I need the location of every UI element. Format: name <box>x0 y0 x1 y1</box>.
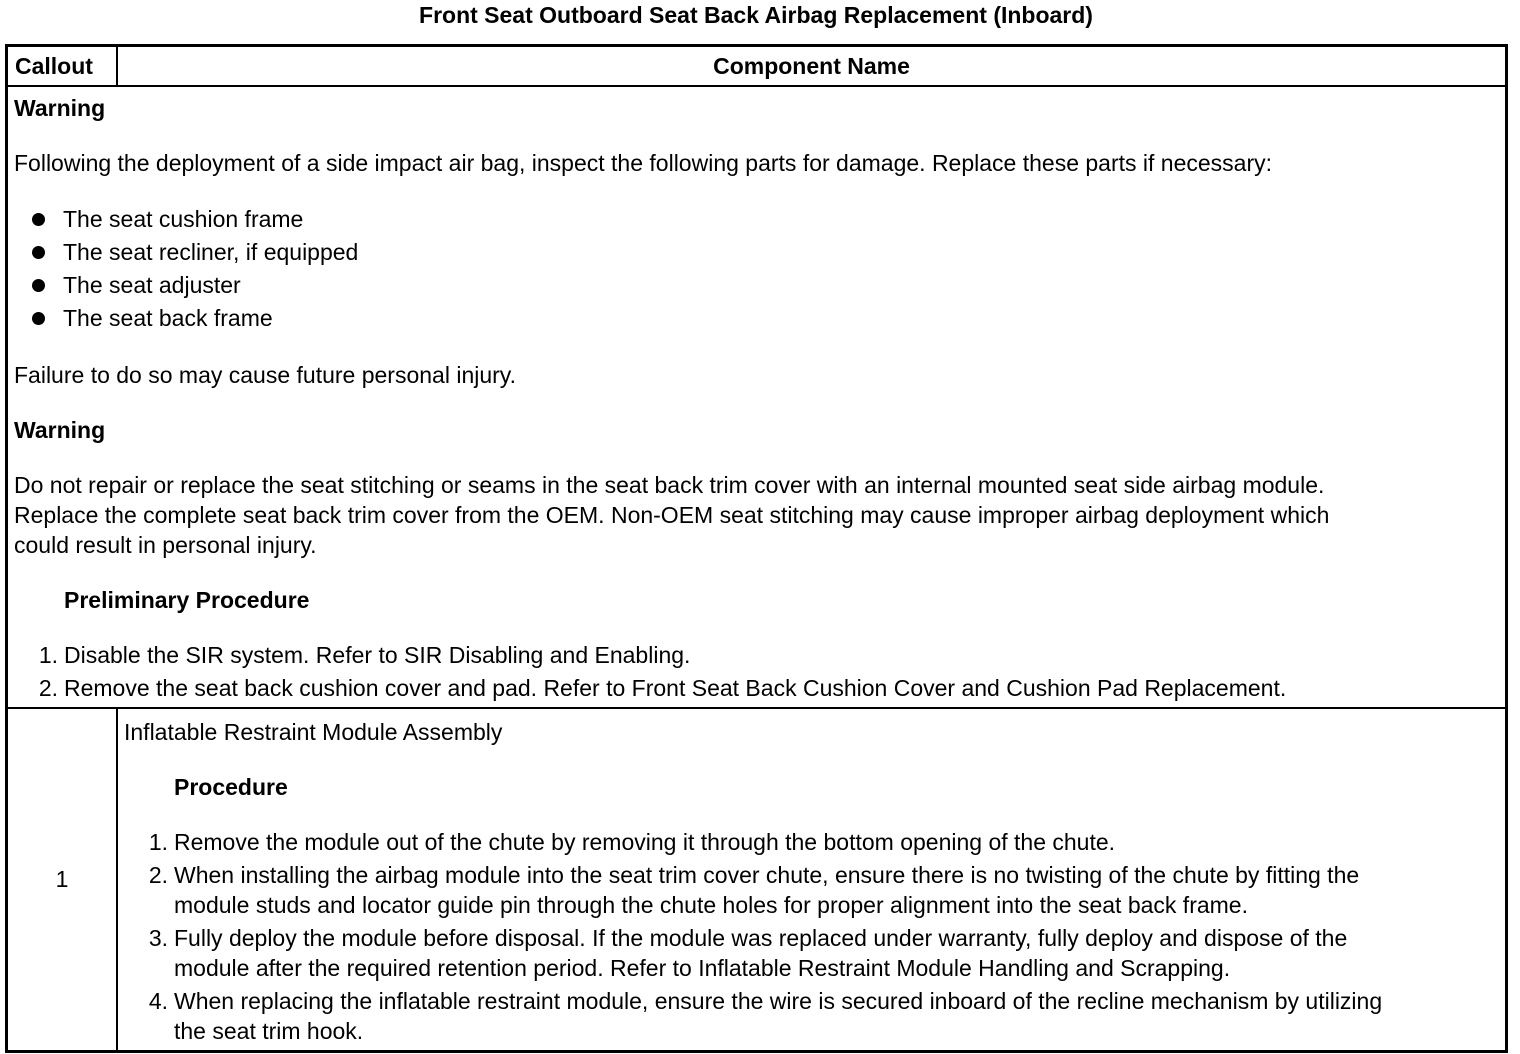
list-item: The seat adjuster <box>14 269 1505 302</box>
bullet-icon <box>32 246 45 259</box>
header-callout: Callout <box>7 46 118 87</box>
table-header-row <box>7 46 1507 87</box>
component-cell <box>117 708 1507 1052</box>
list-item: The seat back frame <box>14 302 1505 335</box>
table-row <box>7 708 1507 1052</box>
warning-text-2-line-1: Do not repair or replace the seat stitching or seams in the seat back trim cover with an internal mounted seat side airbag module. <box>14 472 1325 498</box>
list-item: 3. Fully deploy the module before disposal. If the module was replaced under warranty, fully deploy and dispose of the module after the required retention period. Refer to Inflatable Restraint Module Handling and Scrapping. <box>148 925 1348 981</box>
header-component-name: Component Name <box>117 46 1507 87</box>
bullet-icon <box>32 279 45 292</box>
callout-number: 1 <box>7 708 118 1052</box>
warning-end-1: Failure to do so may cause future personal injury. <box>14 362 516 388</box>
warning-text-2-line-3: could result in personal injury. <box>14 532 317 558</box>
preliminary-row <box>7 86 1507 708</box>
list-item: 4. When replacing the inflatable restraint module, ensure the wire is secured inboard of the recline mechanism by utilizing the seat trim hook. <box>148 988 1383 1044</box>
list-item: The seat recliner, if equipped <box>14 236 1505 269</box>
list-item: The seat cushion frame <box>14 203 1505 236</box>
bullet-icon <box>32 213 45 226</box>
list-item: 1. Remove the module out of the chute by removing it through the bottom opening of the chute. <box>148 829 1116 855</box>
list-item: 1. Disable the SIR system. Refer to SIR Disabling and Enabling. <box>38 642 691 668</box>
warning-label-1: Warning <box>14 95 106 121</box>
list-item: 2. Remove the seat back cushion cover and pad. Refer to Front Seat Back Cushion Cover and Cushion Pad Replacement. <box>38 675 1287 701</box>
warning-text-2-line-2: Replace the complete seat back trim cover from the OEM. Non-OEM seat stitching may cause improper airbag deployment which <box>14 502 1330 528</box>
warning-label-2: Warning <box>14 417 106 443</box>
procedure-label: Procedure <box>174 774 288 800</box>
component-name: Inflatable Restraint Module Assembly <box>124 719 503 745</box>
warning-text-1: Following the deployment of a side impact air bag, inspect the following parts for damage. Replace these parts if necessary: <box>14 150 1273 176</box>
list-item: 2. When installing the airbag module into the seat trim cover chute, ensure there is no twisting of the chute by fitting the module studs and locator guide pin through the chute holes for proper alignment into the seat back frame. <box>148 862 1360 918</box>
inspection-bullet-list <box>14 203 1505 335</box>
page-title: Front Seat Outboard Seat Back Airbag Replacement (Inboard) <box>419 2 1093 28</box>
procedure-table <box>5 44 1508 1053</box>
preliminary-procedure-label: Preliminary Procedure <box>64 587 310 613</box>
preliminary-cell <box>7 86 1507 708</box>
bullet-icon <box>32 312 45 325</box>
